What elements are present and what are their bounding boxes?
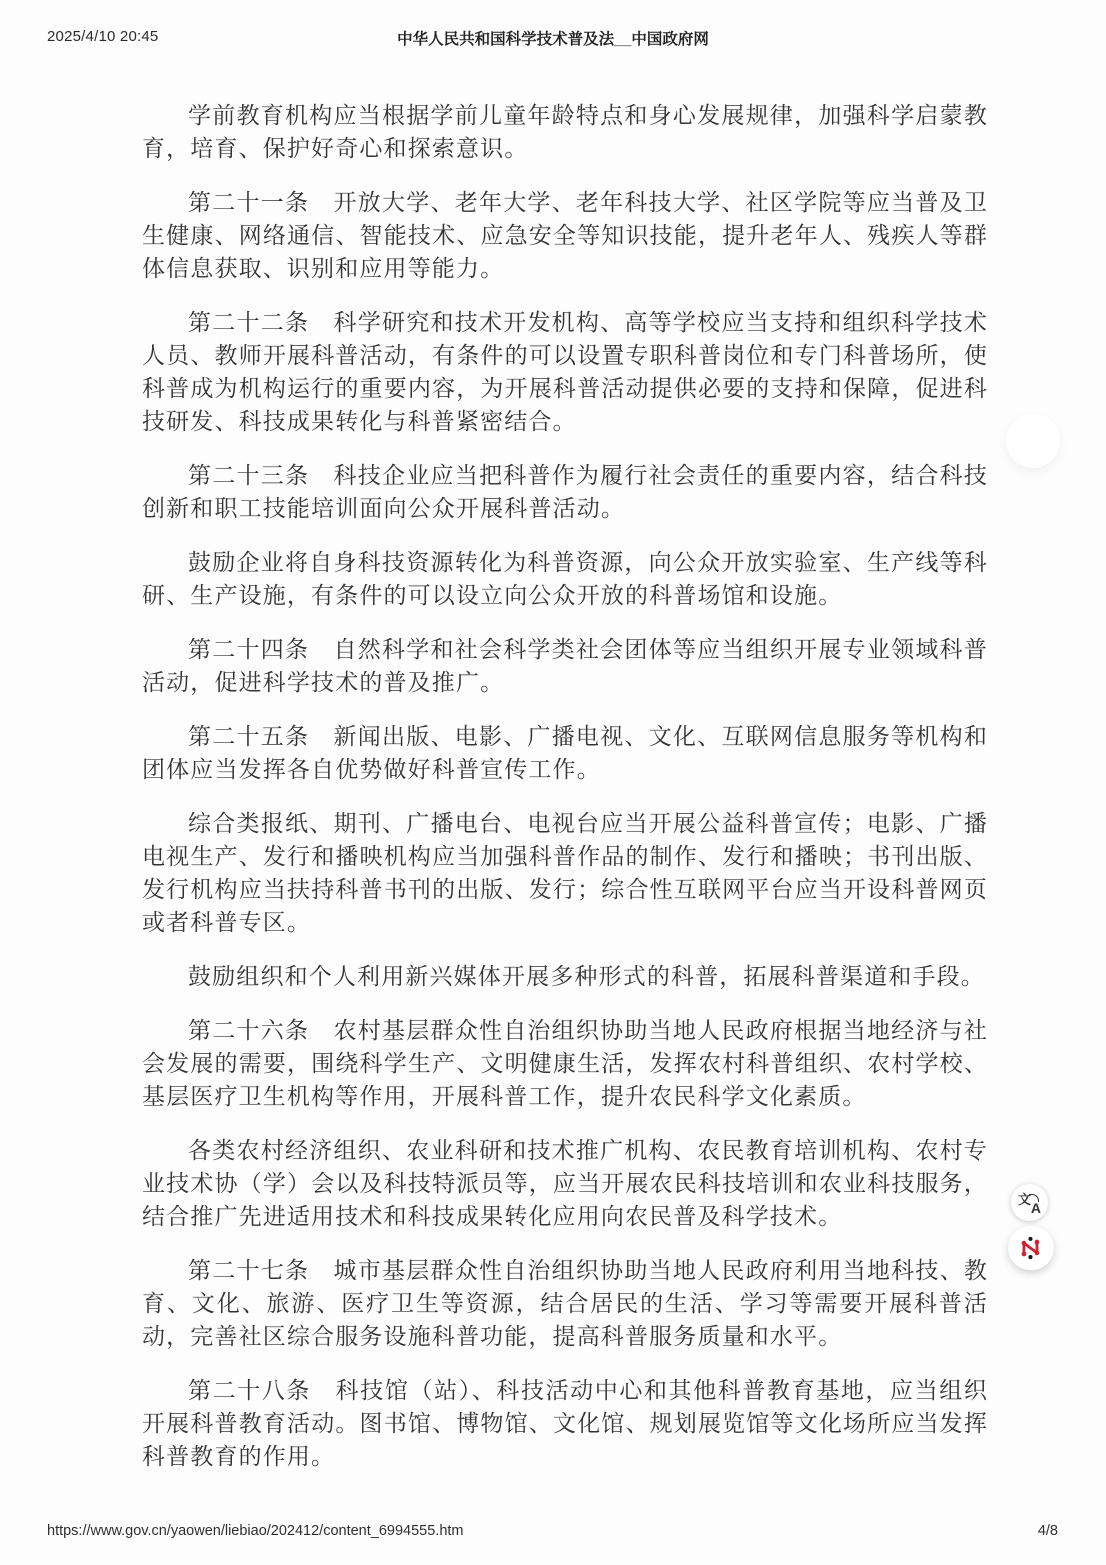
faded-floating-button[interactable] <box>1006 414 1060 468</box>
law-paragraph: 第二十三条 科技企业应当把科普作为履行社会责任的重要内容，结合科技创新和职工技能培训面向公众开展科普活动。 <box>142 463 988 521</box>
law-paragraph: 综合类报纸、期刊、广播电台、电视台应当开展公益科普宣传；电影、广播电视生产、发行和播映机构应当加强科普作品的制作、发行和播映；书刊出版、发行机构应当扶持科普书刊的出版、发行；综合性互联网平台应当开设科普网页或者科普专区。 <box>142 811 988 935</box>
print-timestamp: 2025/4/10 20:45 <box>47 28 159 45</box>
footer-url: https://www.gov.cn/yaowen/liebiao/202412/content_6994555.htm <box>47 1523 464 1539</box>
translate-button[interactable] <box>1011 1184 1048 1221</box>
translate-icon-zh: 文 <box>1018 1192 1032 1207</box>
law-paragraph: 第二十二条 科学研究和技术开发机构、高等学校应当支持和组织科学技术人员、教师开展科普活动，有条件的可以设置专职科普岗位和专门科普场所，使科普成为机构运行的重要内容，为开展科普活动提供必要的支持和保障，促进科技研发、科技成果转化与科普紧密结合。 <box>142 310 988 434</box>
n-network-logo-icon <box>1018 1235 1044 1261</box>
translate-icon <box>1018 1191 1041 1214</box>
footer-page-indicator: 4/8 <box>1037 1523 1058 1539</box>
law-paragraph: 第二十五条 新闻出版、电影、广播电视、文化、互联网信息服务等机构和团体应当发挥各自优势做好科普宣传工作。 <box>142 724 988 782</box>
law-paragraph: 第二十七条 城市基层群众性自治组织协助当地人民政府利用当地科技、教育、文化、旅游、医疗卫生等资源，结合居民的生活、学习等需要开展科普活动，完善社区综合服务设施科普功能，提高科普服务质量和水平。 <box>142 1258 988 1349</box>
page-title: 中华人民共和国科学技术普及法__中国政府网 <box>397 31 709 48</box>
law-paragraph: 第二十一条 开放大学、老年大学、老年科技大学、社区学院等应当普及卫生健康、网络通信、智能技术、应急安全等知识技能，提升老年人、残疾人等群体信息获取、识别和应用等能力。 <box>142 190 988 281</box>
law-paragraph: 鼓励组织和个人利用新兴媒体开展多种形式的科普，拓展科普渠道和手段。 <box>188 964 985 989</box>
translate-icon-en: A <box>1030 1200 1041 1216</box>
extension-button[interactable] <box>1008 1226 1054 1270</box>
law-paragraph: 各类农村经济组织、农业科研和技术推广机构、农民教育培训机构、农村专业技术协（学）会以及科技特派员等，应当开展农民科技培训和农业科技服务，结合推广先进适用技术和科技成果转化应用向农民普及科学技术。 <box>142 1138 988 1229</box>
law-paragraph: 第二十八条 科技馆（站）、科技活动中心和其他科普教育基地，应当组织开展科普教育活动。图书馆、博物馆、文化馆、规划展览馆等文化场所应当发挥科普教育的作用。 <box>142 1378 988 1469</box>
law-paragraph: 第二十六条 农村基层群众性自治组织协助当地人民政府根据当地经济与社会发展的需要，围绕科学生产、文明健康生活，发挥农村科普组织、农村学校、基层医疗卫生机构等作用，开展科普工作，提升农民科学文化素质。 <box>142 1018 988 1109</box>
law-paragraph: 鼓励企业将自身科技资源转化为科普资源，向公众开放实验室、生产线等科研、生产设施，有条件的可以设立向公众开放的科普场馆和设施。 <box>142 550 988 608</box>
law-paragraph: 学前教育机构应当根据学前儿童年龄特点和身心发展规律，加强科学启蒙教育，培育、保护好奇心和探索意识。 <box>142 103 988 161</box>
law-paragraph: 第二十四条 自然科学和社会科学类社会团体等应当组织开展专业领域科普活动，促进科学技术的普及推广。 <box>142 637 988 695</box>
document-body <box>142 99 988 1494</box>
